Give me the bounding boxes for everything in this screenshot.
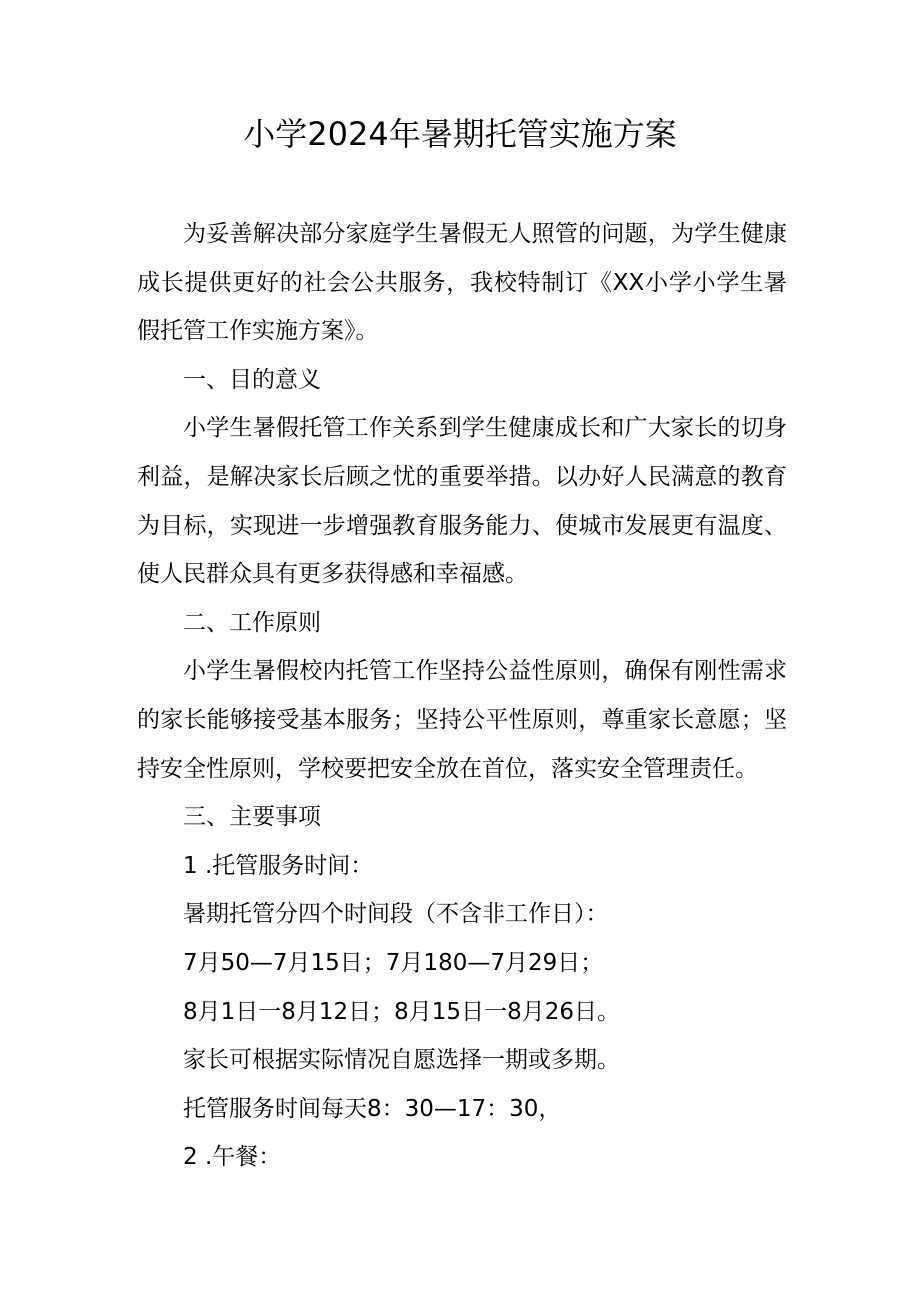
principles-paragraph: 小学生暑假校内托管工作坚持公益性原则，确保有刚性需求的家长能够接受基本服务；坚持公平性原则，尊重家长意愿；坚持安全性原则，学校要把安全放在首位，落实安全管理责任。 [137, 658, 787, 782]
item-heading-service-time: 1 .托管服务时间： [183, 852, 374, 879]
purpose-paragraph: 小学生暑假托管工作关系到学生健康成长和广大家长的切身利益，是解决家长后顾之忧的重要举措。以办好人民满意的教育为目标，实现进一步增强教育服务能力、使城市发展更有温度、使人民群众具有更多获得感和幸福感。 [137, 415, 787, 588]
intro-paragraph: 为妥善解决部分家庭学生暑假无人照管的问题，为学生健康成长提供更好的社会公共服务，我校特制订《XX小学小学生暑假托管工作实施方案》。 [137, 221, 787, 345]
document-body [137, 210, 787, 1182]
august-dates-line: 8月1日一8月12日；8月15日一8月26日。 [183, 998, 620, 1025]
parent-choice-line: 家长可根据实际情况自愿选择一期或多期。 [183, 1047, 620, 1074]
document-title: 小学2024年暑期托管实施方案 [243, 115, 677, 153]
section-heading-principles: 二、工作原则 [183, 609, 321, 636]
item-heading-lunch: 2 .午餐： [183, 1144, 282, 1171]
daily-hours-line: 托管服务时间每天8：30—17：30， [183, 1095, 562, 1122]
section-heading-purpose: 一、目的意义 [183, 366, 321, 393]
service-periods-line: 暑期托管分四个时间段（不含非工作日）： [183, 901, 609, 928]
section-heading-matters: 三、主要事项 [183, 804, 321, 831]
july-dates-line: 7月50—7月15日；7月180—7月29日； [183, 949, 604, 976]
